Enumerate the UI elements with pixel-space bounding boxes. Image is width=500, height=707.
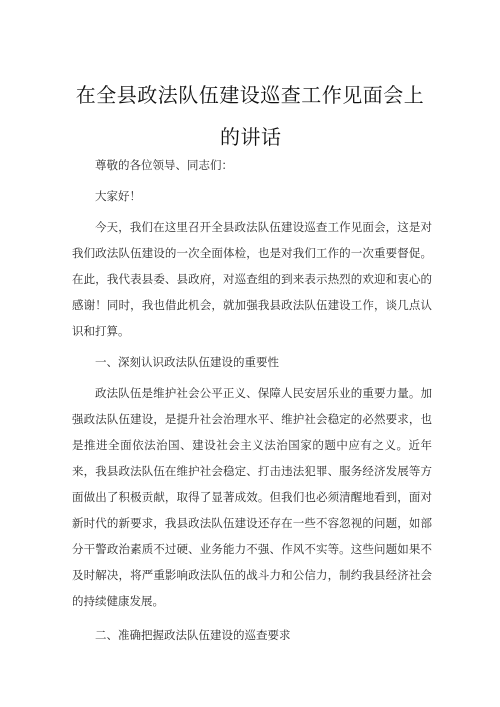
document-title-line-1: 在全县政法队伍建设巡查工作见面会上 (75, 83, 425, 107)
section-1-paragraph: 政法队伍是维护社会公平正义、保障人民安居乐业的重要力量。加强政法队伍建设，是提升社会治理水平、维护社会稳定的必然要求，也是推进全面依法治国、建设社会主义法治国家的题中应有之义。近年来，我县政法队伍在维护社会稳定、打击违法犯罪、服务经济发展等方面做出了积极贡献，取得了显著成效。但我们也必须清醒地看到，面对新时代的新要求，我县政法队伍建设还存在一些不容忽视的问题，如部分干警政治素质不过硬、业务能力不强、作风不实等。这些问题如果不及时解决，将严重影响政法队伍的战斗力和公信力，制约我县经济社会的持续健康发展。 (72, 386, 432, 608)
section-heading-1: 一、深刻认识政法队伍建设的重要性 (95, 355, 279, 369)
document-body (72, 152, 432, 648)
intro-paragraph: 今天，我们在这里召开全县政法队伍建设巡查工作见面会，这是对我们政法队伍建设的一次全面体检，也是对我们工作的一次重要督促。在此，我代表县委、县政府，对巡查组的到来表示热烈的欢迎和衷心的感谢！同时，我也借此机会，就加强我县政法队伍建设工作，谈几点认识和打算。 (72, 220, 432, 338)
section-heading-2: 二、准确把握政法队伍建设的巡查要求 (95, 628, 291, 642)
greeting-line: 尊敬的各位领导、同志们： (95, 158, 233, 172)
salutation-line: 大家好！ (95, 189, 141, 203)
document-title-line-2: 的讲话 (220, 125, 282, 149)
